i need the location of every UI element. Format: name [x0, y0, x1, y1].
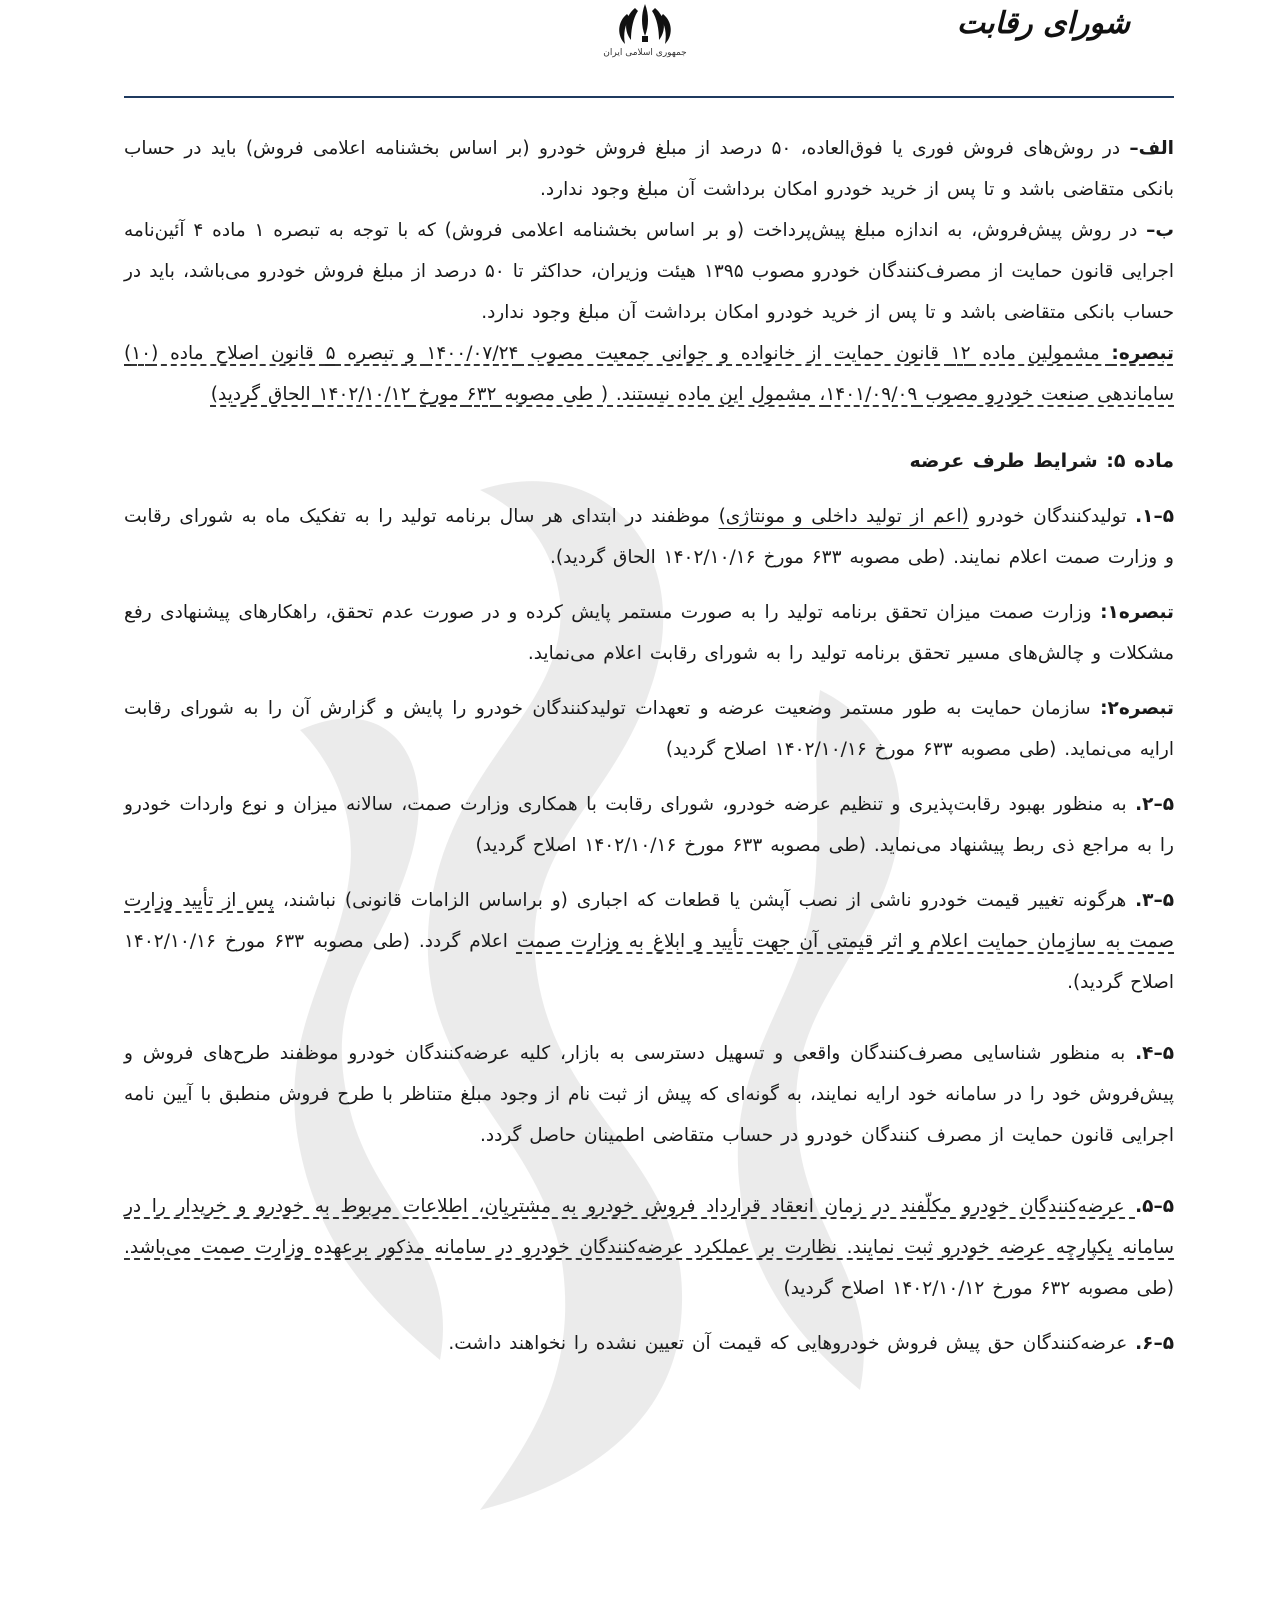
- paragraph-label: ۵–۳.: [1135, 890, 1174, 911]
- paragraph-note-2: [124, 688, 1174, 770]
- brand-title: شورای رقابت: [956, 6, 1130, 41]
- paragraph-underlined-text: پس از تأیید وزارت صمت به سازمان حمایت اعلام و اثر قیمتی آن جهت تأیید و ابلاغ به وزارت صمت: [124, 890, 1174, 952]
- paragraph-be: [124, 210, 1174, 333]
- paragraph-5-2: [124, 784, 1174, 866]
- article5-heading: ماده ۵: شرایط طرف عرضه: [909, 450, 1174, 472]
- paragraph-text: سازمان حمایت به طور مستمر وضعیت عرضه و تعهدات تولیدکنندگان خودرو را پایش و گزارش آن را به شورای رقابت ارایه می‌نماید. (طی مصوبه ۶۳۳ مورخ ۱۴۰۲/۱۰/۱۶ اصلاح گردید): [124, 698, 1174, 760]
- emblem-caption: جمهوری اسلامی ایران: [603, 48, 687, 58]
- paragraph-text: مشمولین ماده ۱۲ قانون حمایت از خانواده و جوانی جمعیت مصوب ۱۴۰۰/۰۷/۲۴ و تبصره ۵ قانون اصلاح ماده (۱۰) ساماندهی صنعت خودرو مصوب ۱۴۰۱/۰۹/۰۹، مشمول این ماده نیستند. ( طی مصوبه ۶۳۲ مورخ ۱۴۰۲/۱۰/۱۲ الحاق گردید): [124, 343, 1174, 405]
- paragraph-label: تبصره۲:: [1100, 698, 1174, 719]
- paragraph-text: اعلام گردد. (طی مصوبه ۶۳۳ مورخ ۱۴۰۲/۱۰/۱۶ اصلاح گردید).: [124, 931, 1174, 993]
- paragraph-text: تولیدکنندگان خودرو: [968, 506, 1136, 527]
- letterhead: [0, 0, 1280, 98]
- paragraph-note-1: [124, 592, 1174, 674]
- paragraph-text: (طی مصوبه ۶۳۲ مورخ ۱۴۰۲/۱۰/۱۲ اصلاح گردید): [783, 1278, 1174, 1299]
- paragraph-text: عرضه‌کنندگان حق پیش فروش خودروهایی که قیمت آن تعیین نشده را نخواهند داشت.: [448, 1333, 1136, 1354]
- paragraph-5-5: [124, 1186, 1174, 1309]
- paragraph-underlined-text: (اعم از تولید داخلی و مونتاژی): [718, 506, 969, 527]
- paragraph-text: به منظور شناسایی مصرف‌کنندگان واقعی و تسهیل دسترسی به بازار، کلیه عرضه‌کنندگان خودرو موظفند طرح‌های فروش و پیش‌فروش خود را در سامانه خود ارایه نمایند، به گونه‌ای که پیش از ثبت نام از وجود مبلغ متناظر با طرح فروش منطبق با آیین نامه اجرایی قانون حمایت از مصرف کنندگان خودرو در حساب متقاضی اطمینان حاصل گردد.: [124, 1043, 1174, 1146]
- paragraph-5-4: [124, 1033, 1174, 1156]
- paragraph-label: ۵–۲.: [1135, 794, 1174, 815]
- paragraph-label: ۵–۱.: [1135, 506, 1174, 527]
- paragraph-alef: [124, 128, 1174, 210]
- paragraph-text: در روش پیش‌فروش، به اندازه مبلغ پیش‌پرداخت (و بر اساس بخشنامه اعلامی فروش) که با توجه به تبصره ۱ ماده ۴ آئین‌نامه اجرایی قانون حمایت از مصرف‌کنندگان خودرو مصوب ۱۳۹۵ هیئت وزیران، حداکثر تا ۵۰ درصد از مبلغ فروش خودرو می‌باشد، باید در حساب بانکی متقاضی باشد و تا پس از خرید خودرو امکان برداشت آن مبلغ وجود ندارد.: [124, 220, 1174, 323]
- paragraph-note: [124, 333, 1174, 415]
- paragraph-label: تبصره۱:: [1100, 602, 1174, 623]
- iran-emblem-icon: [605, 0, 685, 70]
- paragraph-label: الف–: [1129, 138, 1174, 159]
- paragraph-5-3: [124, 880, 1174, 1003]
- paragraph-text: در روش‌های فروش فوری یا فوق‌العاده، ۵۰ درصد از مبلغ فروش خودرو (بر اساس بخشنامه اعلامی فروش) باید در حساب بانکی متقاضی باشد و تا پس از خرید خودرو امکان برداشت آن مبلغ وجود ندارد.: [124, 138, 1174, 200]
- header-divider: [124, 96, 1174, 98]
- paragraph-label: ۵–۵.: [1135, 1196, 1174, 1217]
- paragraph-text: به منظور بهبود رقابت‌پذیری و تنظیم عرضه خودرو، شورای رقابت با همکاری وزارت صمت، سالانه میزان و نوع واردات خودرو را به مراجع ذی ربط پیشنهاد می‌نماید. (طی مصوبه ۶۳۳ مورخ ۱۴۰۲/۱۰/۱۶ اصلاح گردید): [124, 794, 1174, 856]
- paragraph-underlined-text: عرضه‌کنندگان خودرو مکلّفند در زمان انعقاد قرارداد فروش خودرو به مشتریان، اطلاعات مربوط به خودرو و خریدار را در سامانه یکپارچه عرضه خودرو ثبت نمایند. نظارت بر عملکرد عرضه‌کنندگان خودرو در سامانه مذکور برعهده وزارت صمت می‌باشد.: [124, 1196, 1174, 1258]
- paragraph-label: ۵–۴.: [1135, 1043, 1174, 1064]
- paragraph-text: موظفند در ابتدای هر سال برنامه تولید را به تفکیک ماه به شورای رقابت و وزارت صمت اعلام نمایند. (طی مصوبه ۶۳۳ مورخ ۱۴۰۲/۱۰/۱۶ الحاق گردید).: [124, 506, 1174, 568]
- paragraph-5-6: [124, 1323, 1174, 1364]
- paragraph-5-1: [124, 496, 1174, 578]
- paragraph-label: ب–: [1146, 220, 1174, 241]
- paragraph-text: وزارت صمت میزان تحقق برنامه تولید را به صورت مستمر پایش کرده و در صورت عدم تحقق، راهکارهای پیشنهادی رفع مشکلات و چالش‌های مسیر تحقق برنامه تولید را به شورای رقابت اعلام می‌نماید.: [124, 602, 1174, 664]
- paragraph-label: تبصره:: [1111, 343, 1174, 364]
- paragraph-text: هرگونه تغییر قیمت خودرو ناشی از نصب آپشن یا قطعات که اجباری (و براساس الزامات قانونی) نباشند،: [274, 890, 1136, 911]
- document-body: [124, 128, 1174, 1364]
- paragraph-label: ۵–۶.: [1135, 1333, 1174, 1354]
